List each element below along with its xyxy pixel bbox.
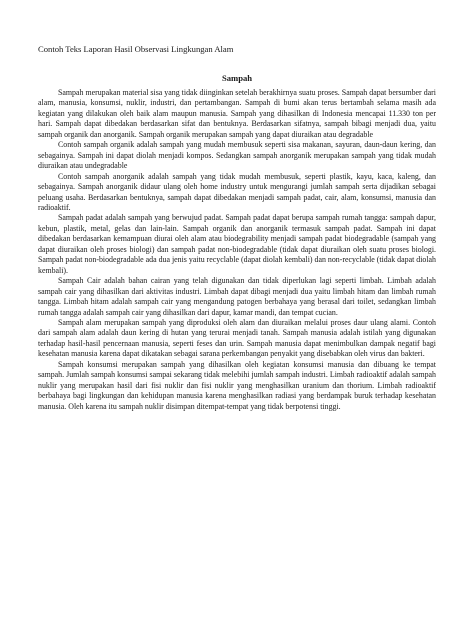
paragraph-organic: Contoh sampah organik adalah sampah yang mudah membusuk seperti sisa makanan, sayuran, daun-daun kering, dan sebagainya. Sampah ini dapat diolah menjadi kompos. Sedangkan sampah anorganik merupakan sampah yang tidak mudah diuraikan atau undegradable [38, 140, 436, 171]
paragraph-inorganic: Contoh sampah anorganik adalah sampah yang tidak mudah membusuk, seperti plastik, kayu, kaca, kaleng, dan sebagainya. Sampah anorganik didaur ulang oleh home industry untuk mengurangi jumlah sampah serta dijadikan sebagai peluang usaha. Berdasarkan bentuknya, sampah dapat dibedakan menjadi sampah padat, cair, alam, konsumsi, manusia dan radioaktif. [38, 171, 436, 212]
paragraph-consumption-radioactive: Sampah konsumsi merupakan sampah yang dihasilkan oleh kegiatan konsumsi manusia dan dibuang ke tempat sampah. Jumlah sampah konsumsi sampai sekarang tidak melebihi jumlah sampah industri. Limbah radioaktif adalah sampah nuklir yang merupakan hasil dari fisi nuklir dan fisi nuklir yang menghasilkan uranium dan thorium. Limbah radioaktif berbahaya bagi lingkungan dan kehidupan manusia karena menghasilkan radiasi yang berdampak buruk terhadap kesehatan manusia. Oleh karena itu sampah nuklir disimpan ditempat-tempat yang tidak berpotensi tinggi. [38, 359, 436, 411]
section-heading: Sampah [221, 73, 253, 83]
paragraph-intro: Sampah merupakan material sisa yang tidak diinginkan setelah berakhirnya suatu proses. Sampah dapat bersumber dari alam, manusia, konsumsi, nuklir, industri, dan pertambangan. Sampah di bumi akan terus bertambah selama masih ada kegiatan yang dilakukan oleh baik alam maupun manusia. Sampah yang dihasilkan di Indonesia mencapai 11.330 ton per hari. Sampah dapat dibedakan berdasarkan sifat dan bentuknya. Berdasarkan sifatnya, sampah bibagi menjadi dua, yaitu sampah organik dan anorganik. Sampah organik merupakan sampah yang dapat diuraikan atau degradable [38, 88, 436, 139]
document-title: Contoh Teks Laporan Hasil Observasi Lingkungan Alam [38, 44, 234, 54]
paragraph-solid-waste: Sampah padat adalah sampah yang berwujud padat. Sampah padat dapat berupa sampah rumah tangga: sampah dapur, kebun, plastik, metal, gelas dan lain-lain. Sampah organik dan anorganik termasuk sampah padat. Sampah ini dapat dibedakan berdasarkan kemampuan diurai oleh alam atau biodegrability menjadi sampah padat biodegradable (sampah yang dapat diuraikan oleh proses biologi) dan sampah padat non-biodegradable (tidak dapat diuraikan oleh suatu proses biologi. Sampah padat non-biodegradable ada dua jenis yaitu recyclable (dapat diolah kembali) dan non-recyclable (tidak dapat diolah kembali). [38, 213, 436, 275]
paragraph-liquid-waste: Sampah Cair adalah bahan cairan yang telah digunakan dan tidak diperlukan lagi seperti limbah. Limbah adalah sampah cair yang dihasilkan dari aktivitas industri. Limbah dapat dibagi menjadi dua yaitu limbah hitam dan limbah rumah tangga. Limbah hitam adalah sampah cair yang mengandung patogen berbahaya yang berasal dari toilet, sedangkan limbah rumah tangga adalah sampah cair yang dihasilkan dari dapur, kamar mandi, dan tempat cucian. [38, 276, 436, 317]
paragraph-natural-human-waste: Sampah alam merupakan sampah yang diproduksi oleh alam dan diuraikan melalui proses daur ulang alami. Contoh dari sampah alam adalah daun kering di hutan yang terurai menjadi tanah. Sampah manusia adalah istilah yang digunakan terhadap hasil-hasil pencernaan manusia, seperti feses dan urin. Sampah manusia dapat menimbulkan dampak negatif bagi kesehatan manusia karena dapat dikatakan sebagai sarana perkembangan penyakit yang disebabkan oleh virus dan bakteri. [38, 317, 436, 359]
